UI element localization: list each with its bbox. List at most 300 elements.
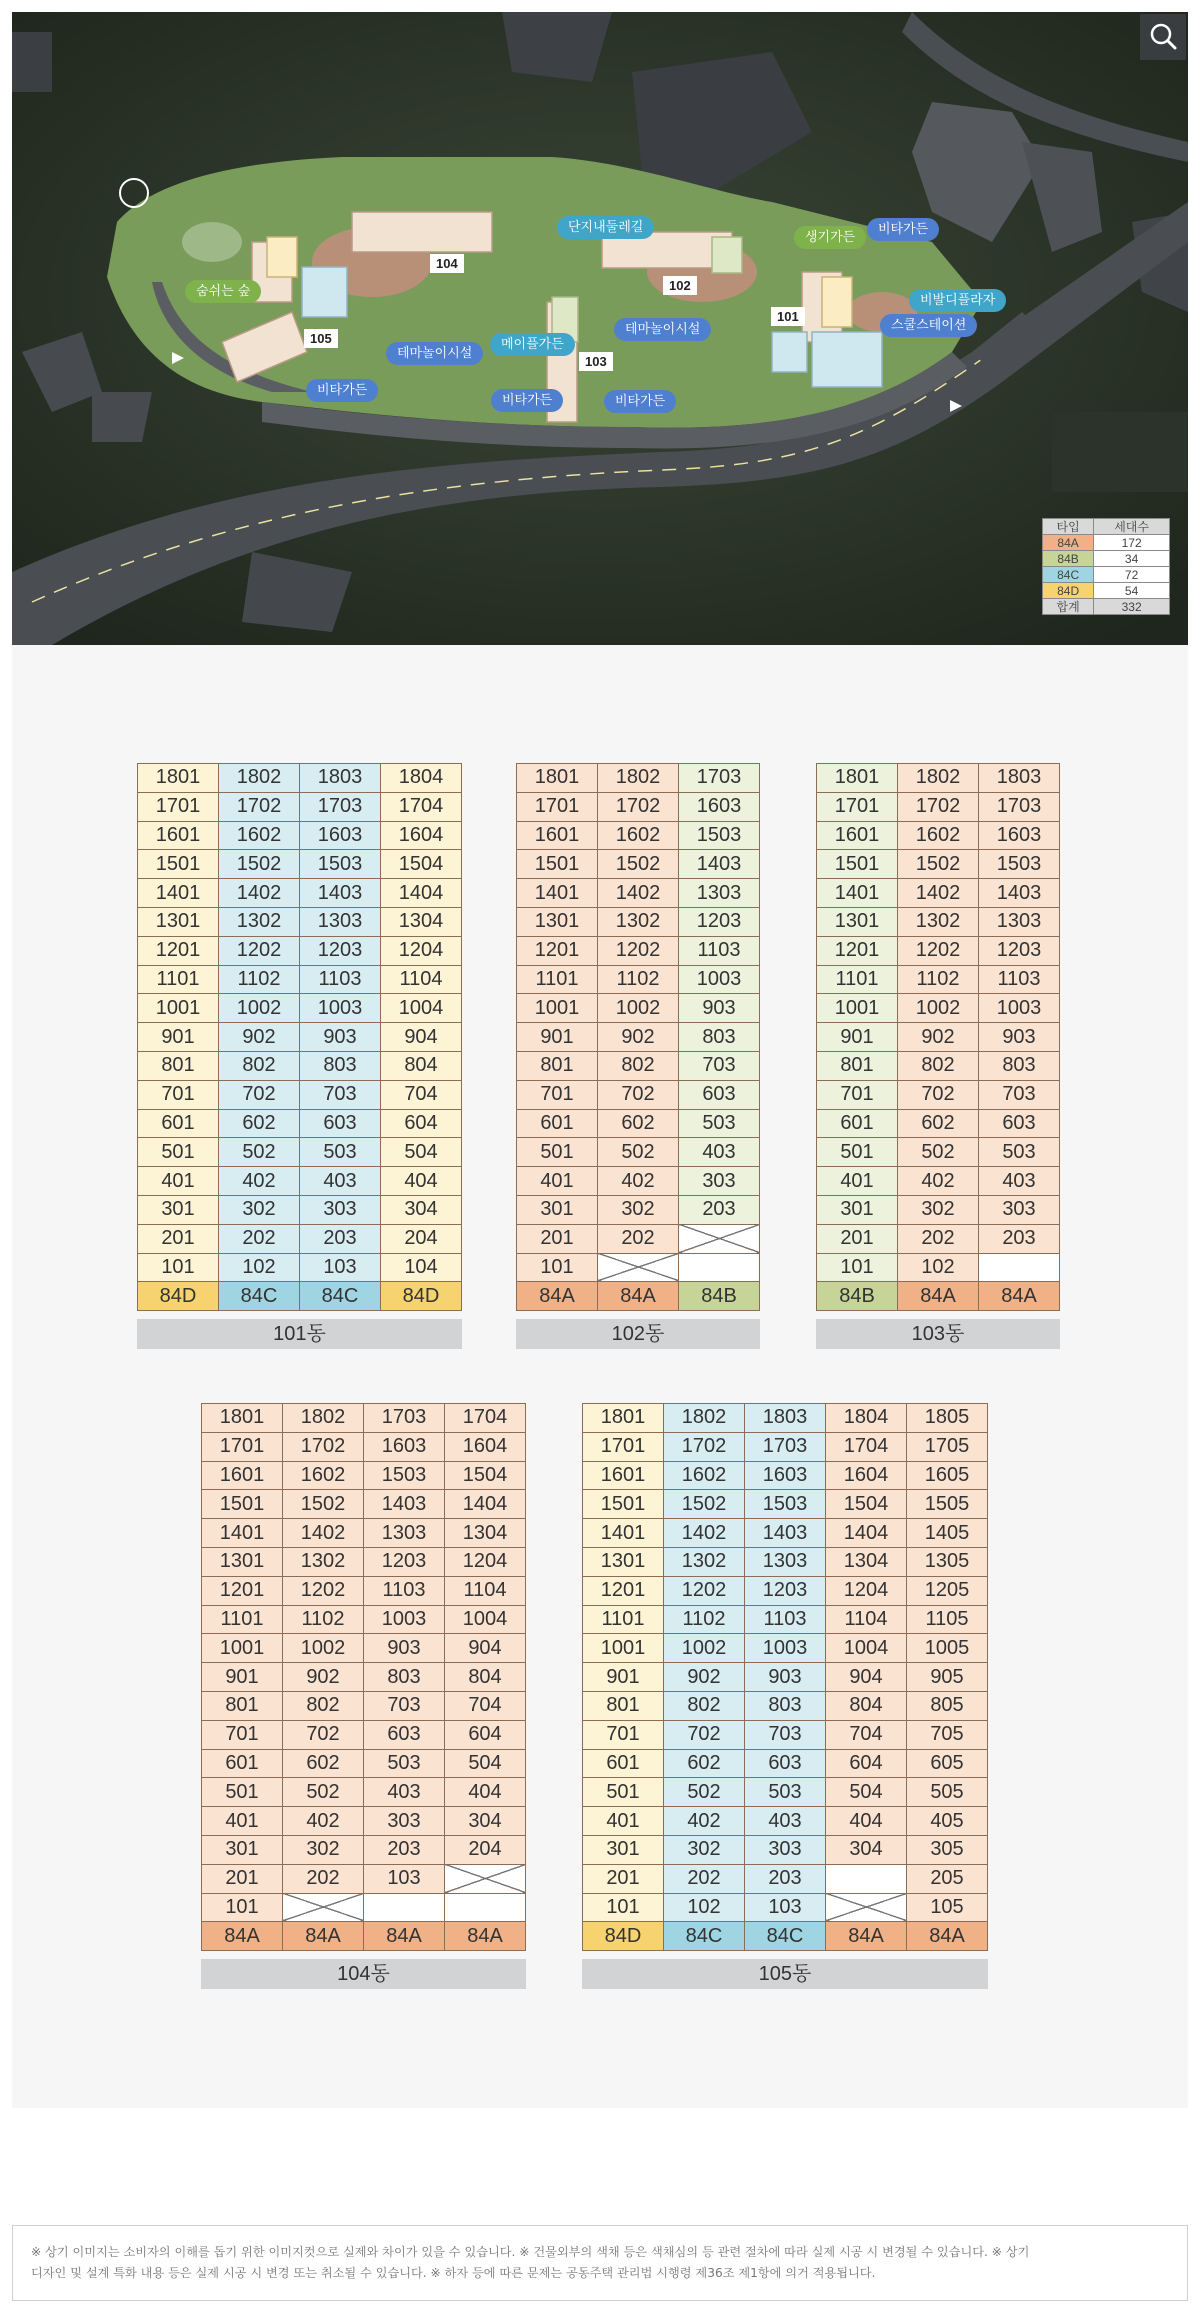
unit-cell: 102 — [664, 1893, 745, 1922]
unit-cell: 1202 — [283, 1576, 364, 1605]
unit-type-cell: 84C — [745, 1922, 826, 1951]
unit-cell: 1501 — [583, 1490, 664, 1519]
legend-type-84c: 84C — [1043, 567, 1094, 583]
unit-cell: 804 — [381, 1051, 462, 1080]
unit-cell: 1104 — [445, 1576, 526, 1605]
floor-row — [817, 1080, 1060, 1109]
unit-cell: 1202 — [598, 936, 679, 965]
building-102-diagram — [516, 763, 760, 1349]
floor-row — [817, 1224, 1060, 1253]
unit-diagram-section — [12, 645, 1188, 2108]
unit-cell: 703 — [679, 1051, 760, 1080]
unit-cell: 1701 — [583, 1432, 664, 1461]
unit-cell: 1102 — [664, 1605, 745, 1634]
unit-cell: 601 — [202, 1749, 283, 1778]
unit-cell: 403 — [364, 1778, 445, 1807]
building-105-diagram — [582, 1403, 988, 1989]
unit-cell: 1301 — [517, 907, 598, 936]
unit-cell: 101 — [202, 1893, 283, 1922]
unit-cell: 802 — [664, 1691, 745, 1720]
unit-cell: 1203 — [679, 907, 760, 936]
unit-cell: 302 — [898, 1195, 979, 1224]
unit-cell: 703 — [745, 1720, 826, 1749]
unit-cell: 202 — [898, 1224, 979, 1253]
unit-cell: 303 — [979, 1195, 1060, 1224]
unit-cell: 802 — [898, 1051, 979, 1080]
unit-cell: 503 — [979, 1138, 1060, 1167]
legend-type-84a: 84A — [1043, 535, 1094, 551]
unit-cell: 1504 — [826, 1490, 907, 1519]
unit-cell: 302 — [283, 1835, 364, 1864]
unit-cell: 201 — [583, 1864, 664, 1893]
floor-row — [517, 1138, 760, 1167]
unit-cell: 502 — [219, 1138, 300, 1167]
floor-row — [138, 850, 462, 879]
legend-total-count: 332 — [1094, 599, 1170, 615]
floor-row — [583, 1490, 988, 1519]
unit-cell: 204 — [381, 1224, 462, 1253]
unit-cell: 701 — [517, 1080, 598, 1109]
unit-cell: 603 — [679, 1080, 760, 1109]
unit-grid — [137, 763, 462, 1311]
unit-cell: 203 — [364, 1835, 445, 1864]
unit-cell: 1403 — [979, 879, 1060, 908]
floor-row — [138, 1109, 462, 1138]
unit-cell: 1704 — [381, 792, 462, 821]
floor-row — [202, 1893, 526, 1922]
unit-cell: 901 — [138, 1023, 219, 1052]
floor-row — [817, 1051, 1060, 1080]
unit-cell: 1001 — [202, 1634, 283, 1663]
unit-grid — [516, 763, 760, 1311]
unit-cell: 1001 — [817, 994, 898, 1023]
unit-cell: 804 — [826, 1691, 907, 1720]
unit-cell: 702 — [283, 1720, 364, 1749]
unit-type-cell: 84C — [219, 1282, 300, 1311]
unit-cell: 1201 — [517, 936, 598, 965]
unit-cell: 502 — [898, 1138, 979, 1167]
unit-cell: 603 — [300, 1109, 381, 1138]
unit-cell: 401 — [517, 1167, 598, 1196]
unit-cell: 203 — [679, 1195, 760, 1224]
unit-cell: 1405 — [907, 1519, 988, 1548]
unit-cell: 104 — [381, 1253, 462, 1282]
unit-cell: 1702 — [219, 792, 300, 821]
unit-cell: 101 — [817, 1253, 898, 1282]
floor-row — [817, 879, 1060, 908]
unit-cell: 1705 — [907, 1432, 988, 1461]
floor-row — [517, 907, 760, 936]
unit-cell: 1302 — [898, 907, 979, 936]
floor-row — [517, 1023, 760, 1052]
unit-cell: 1401 — [517, 879, 598, 908]
unit-cell: 401 — [138, 1167, 219, 1196]
legend-count-84b: 34 — [1094, 551, 1170, 567]
unit-cell: 603 — [745, 1749, 826, 1778]
floor-row — [517, 1109, 760, 1138]
unit-cell: 1603 — [679, 792, 760, 821]
unit-cell: 1604 — [381, 821, 462, 850]
floor-row — [138, 1051, 462, 1080]
unit-cell: 1703 — [979, 792, 1060, 821]
floor-row — [817, 965, 1060, 994]
unit-cell: 103 — [300, 1253, 381, 1282]
unit-cell: 1003 — [979, 994, 1060, 1023]
floor-row — [583, 1432, 988, 1461]
unit-cell: 1101 — [583, 1605, 664, 1634]
unit-cell: 304 — [445, 1807, 526, 1836]
unit-cell: 1004 — [445, 1605, 526, 1634]
unit-cell: 402 — [664, 1807, 745, 1836]
floor-row — [817, 994, 1060, 1023]
unit-type-cell: 84A — [517, 1282, 598, 1311]
unit-type-cell: 84A — [202, 1922, 283, 1951]
unit-cell: 1603 — [364, 1432, 445, 1461]
unit-type-legend — [1042, 518, 1170, 615]
unit-cell: 401 — [817, 1167, 898, 1196]
unit-cell: 701 — [138, 1080, 219, 1109]
unit-cell: 701 — [583, 1720, 664, 1749]
unit-cell: 1404 — [445, 1490, 526, 1519]
unit-cell: 1301 — [583, 1547, 664, 1576]
unit-cell: 1601 — [202, 1461, 283, 1490]
unit-cell: 1001 — [138, 994, 219, 1023]
unit-cell: 601 — [583, 1749, 664, 1778]
unit-cell: 1305 — [907, 1547, 988, 1576]
unit-cell: 1203 — [979, 936, 1060, 965]
unit-grid — [582, 1403, 988, 1951]
building-104-diagram — [201, 1403, 526, 1989]
unit-cell: 1805 — [907, 1404, 988, 1433]
unit-cell: 1801 — [202, 1404, 283, 1433]
unit-cell: 1301 — [817, 907, 898, 936]
unit-cell: 202 — [598, 1224, 679, 1253]
floor-row — [138, 764, 462, 793]
unit-cell: 1401 — [583, 1519, 664, 1548]
unit-cell: 1403 — [745, 1519, 826, 1548]
unit-cell: 403 — [745, 1807, 826, 1836]
unit-cell: 1703 — [679, 764, 760, 793]
legend-type-84b: 84B — [1043, 551, 1094, 567]
unit-cell: 1803 — [300, 764, 381, 793]
floor-row — [583, 1663, 988, 1692]
type-row — [202, 1922, 526, 1951]
zoom-button[interactable] — [1140, 14, 1186, 60]
unit-cell: 1001 — [583, 1634, 664, 1663]
no-unit-cell — [283, 1893, 364, 1922]
floor-row — [138, 936, 462, 965]
disclaimer-line-2: 디자인 및 설계 특화 내용 등은 실제 시공 시 변경 또는 취소될 수 있습니다. ※ 하자 등에 따른 문제는 공동주택 관리법 시행령 제36조 제1항에 의거 적용됩니다. — [31, 2266, 876, 2280]
floor-row — [202, 1720, 526, 1749]
unit-cell: 1804 — [826, 1404, 907, 1433]
empty-cell — [364, 1893, 445, 1922]
unit-cell: 1602 — [283, 1461, 364, 1490]
unit-grid — [816, 763, 1060, 1311]
unit-cell: 804 — [445, 1663, 526, 1692]
floor-row — [583, 1749, 988, 1778]
floor-row — [817, 1023, 1060, 1052]
floor-row — [138, 1224, 462, 1253]
building-102-marker: 102 — [663, 276, 697, 295]
unit-cell: 1501 — [817, 850, 898, 879]
unit-cell: 602 — [898, 1109, 979, 1138]
unit-cell: 1401 — [138, 879, 219, 908]
unit-type-cell: 84A — [979, 1282, 1060, 1311]
floor-row — [138, 994, 462, 1023]
floor-row — [138, 1138, 462, 1167]
floor-row — [583, 1519, 988, 1548]
unit-cell: 1505 — [907, 1490, 988, 1519]
unit-cell: 1302 — [219, 907, 300, 936]
unit-type-cell: 84B — [817, 1282, 898, 1311]
floor-row — [817, 907, 1060, 936]
unit-cell: 1801 — [517, 764, 598, 793]
unit-cell: 802 — [283, 1691, 364, 1720]
unit-cell: 1004 — [826, 1634, 907, 1663]
unit-cell: 903 — [679, 994, 760, 1023]
label-theme-left: 테마놀이시설 — [386, 342, 483, 365]
unit-cell: 701 — [202, 1720, 283, 1749]
label-vita-right: 비타가든 — [867, 218, 939, 241]
unit-type-cell: 84D — [583, 1922, 664, 1951]
unit-cell: 301 — [138, 1195, 219, 1224]
floor-row — [583, 1634, 988, 1663]
floor-row — [517, 1195, 760, 1224]
unit-cell: 1801 — [138, 764, 219, 793]
unit-type-cell: 84A — [826, 1922, 907, 1951]
floor-row — [817, 764, 1060, 793]
unit-cell: 1402 — [219, 879, 300, 908]
unit-cell: 1404 — [381, 879, 462, 908]
unit-cell: 704 — [381, 1080, 462, 1109]
floor-row — [817, 1195, 1060, 1224]
unit-cell: 1802 — [598, 764, 679, 793]
unit-cell: 1202 — [219, 936, 300, 965]
no-unit-cell — [445, 1864, 526, 1893]
unit-cell: 801 — [138, 1051, 219, 1080]
building-name-label: 105동 — [582, 1959, 988, 1989]
unit-cell: 1503 — [300, 850, 381, 879]
unit-cell: 203 — [979, 1224, 1060, 1253]
floor-row — [138, 1023, 462, 1052]
unit-cell: 404 — [445, 1778, 526, 1807]
building-103-marker: 103 — [579, 352, 613, 371]
unit-cell: 1502 — [898, 850, 979, 879]
unit-cell: 501 — [202, 1778, 283, 1807]
label-vita-left: 비타가든 — [306, 379, 378, 402]
floor-row — [202, 1807, 526, 1836]
unit-type-cell: 84B — [679, 1282, 760, 1311]
unit-cell: 102 — [898, 1253, 979, 1282]
unit-cell: 1402 — [664, 1519, 745, 1548]
floor-row — [817, 850, 1060, 879]
unit-cell: 1102 — [219, 965, 300, 994]
unit-cell: 302 — [664, 1835, 745, 1864]
unit-cell: 504 — [381, 1138, 462, 1167]
floor-row — [517, 936, 760, 965]
unit-cell: 1402 — [283, 1519, 364, 1548]
unit-cell: 501 — [817, 1138, 898, 1167]
unit-cell: 701 — [817, 1080, 898, 1109]
unit-cell: 1703 — [745, 1432, 826, 1461]
unit-cell: 1101 — [817, 965, 898, 994]
unit-cell: 1503 — [979, 850, 1060, 879]
floor-row — [202, 1404, 526, 1433]
unit-cell: 1502 — [664, 1490, 745, 1519]
unit-cell: 702 — [898, 1080, 979, 1109]
unit-cell: 703 — [979, 1080, 1060, 1109]
unit-type-cell: 84A — [907, 1922, 988, 1951]
legend-total-label: 합계 — [1043, 599, 1094, 615]
floor-row — [202, 1490, 526, 1519]
floor-row — [202, 1576, 526, 1605]
unit-cell: 802 — [219, 1051, 300, 1080]
site-map — [12, 12, 1188, 645]
unit-cell: 1203 — [364, 1547, 445, 1576]
unit-cell: 1704 — [826, 1432, 907, 1461]
unit-cell: 803 — [679, 1023, 760, 1052]
unit-cell: 203 — [745, 1864, 826, 1893]
disclaimer-line-1: ※ 상기 이미지는 소비자의 이해를 돕기 위한 이미지컷으로 실제와 차이가 있을 수 있습니다. ※ 건물외부의 색채 등은 색채심의 등 관련 절차에 따라 실제 시공 시 변경될 수 있습니다. ※ 상기 — [31, 2245, 1030, 2259]
floor-row — [583, 1461, 988, 1490]
unit-cell: 401 — [202, 1807, 283, 1836]
unit-cell: 1103 — [979, 965, 1060, 994]
unit-cell: 101 — [583, 1893, 664, 1922]
unit-cell: 1002 — [219, 994, 300, 1023]
unit-cell: 103 — [364, 1864, 445, 1893]
unit-cell: 1701 — [817, 792, 898, 821]
unit-cell: 1304 — [826, 1547, 907, 1576]
floor-row — [583, 1835, 988, 1864]
unit-cell: 1003 — [745, 1634, 826, 1663]
unit-cell: 702 — [219, 1080, 300, 1109]
floor-row — [583, 1864, 988, 1893]
unit-cell: 801 — [202, 1691, 283, 1720]
unit-type-cell: 84A — [445, 1922, 526, 1951]
unit-cell: 1202 — [664, 1576, 745, 1605]
floor-row — [138, 879, 462, 908]
unit-cell: 601 — [138, 1109, 219, 1138]
unit-cell: 502 — [664, 1778, 745, 1807]
unit-cell: 1702 — [664, 1432, 745, 1461]
unit-cell: 1401 — [817, 879, 898, 908]
unit-type-cell: 84D — [138, 1282, 219, 1311]
unit-cell: 905 — [907, 1663, 988, 1692]
unit-cell: 1604 — [445, 1432, 526, 1461]
floor-row — [202, 1605, 526, 1634]
unit-cell: 401 — [583, 1807, 664, 1836]
unit-cell: 1601 — [517, 821, 598, 850]
unit-cell: 504 — [445, 1749, 526, 1778]
unit-cell: 1303 — [745, 1547, 826, 1576]
type-row — [817, 1282, 1060, 1311]
building-101-marker: 101 — [771, 307, 805, 326]
type-row — [138, 1282, 462, 1311]
unit-cell: 1101 — [517, 965, 598, 994]
unit-cell: 305 — [907, 1835, 988, 1864]
floor-row — [583, 1893, 988, 1922]
unit-cell: 403 — [679, 1138, 760, 1167]
unit-cell: 103 — [745, 1893, 826, 1922]
unit-type-cell: 84D — [381, 1282, 462, 1311]
unit-type-cell: 84A — [364, 1922, 445, 1951]
building-name-label: 101동 — [137, 1319, 462, 1349]
unit-cell: 1801 — [817, 764, 898, 793]
floor-row — [583, 1778, 988, 1807]
type-row — [517, 1282, 760, 1311]
unit-cell: 1605 — [907, 1461, 988, 1490]
unit-cell: 1602 — [598, 821, 679, 850]
label-maple: 메이플가든 — [490, 333, 575, 356]
empty-cell — [826, 1864, 907, 1893]
unit-cell: 904 — [826, 1663, 907, 1692]
floor-row — [517, 792, 760, 821]
floor-row — [138, 1080, 462, 1109]
unit-cell: 202 — [664, 1864, 745, 1893]
unit-cell: 1601 — [138, 821, 219, 850]
label-theme-mid: 테마놀이시설 — [614, 318, 711, 341]
unit-type-cell: 84C — [664, 1922, 745, 1951]
unit-cell: 503 — [300, 1138, 381, 1167]
unit-cell: 1502 — [598, 850, 679, 879]
unit-cell: 1001 — [517, 994, 598, 1023]
unit-cell: 902 — [219, 1023, 300, 1052]
unit-cell: 205 — [907, 1864, 988, 1893]
unit-cell: 1603 — [979, 821, 1060, 850]
label-vita-mid: 비타가든 — [491, 389, 563, 412]
unit-cell: 604 — [381, 1109, 462, 1138]
unit-cell: 1002 — [664, 1634, 745, 1663]
unit-cell: 901 — [817, 1023, 898, 1052]
unit-cell: 705 — [907, 1720, 988, 1749]
unit-cell: 1804 — [381, 764, 462, 793]
unit-cell: 301 — [202, 1835, 283, 1864]
unit-cell: 1203 — [745, 1576, 826, 1605]
unit-cell: 101 — [138, 1253, 219, 1282]
unit-cell: 201 — [517, 1224, 598, 1253]
unit-cell: 1004 — [381, 994, 462, 1023]
floor-row — [583, 1576, 988, 1605]
unit-cell: 703 — [364, 1691, 445, 1720]
floor-row — [202, 1547, 526, 1576]
label-school: 스쿨스테이션 — [880, 314, 977, 337]
unit-cell: 202 — [219, 1224, 300, 1253]
no-unit-cell — [679, 1224, 760, 1253]
unit-cell: 1704 — [445, 1404, 526, 1433]
floor-row — [817, 1167, 1060, 1196]
unit-cell: 1504 — [381, 850, 462, 879]
unit-cell: 903 — [300, 1023, 381, 1052]
building-104-marker: 104 — [430, 254, 464, 273]
unit-cell: 1402 — [898, 879, 979, 908]
unit-cell: 201 — [202, 1864, 283, 1893]
floor-row — [202, 1663, 526, 1692]
floor-row — [817, 1253, 1060, 1282]
unit-cell: 1403 — [300, 879, 381, 908]
unit-cell: 801 — [517, 1051, 598, 1080]
unit-cell: 1403 — [364, 1490, 445, 1519]
label-bibal: 비발디플라자 — [909, 289, 1006, 312]
unit-type-cell: 84C — [300, 1282, 381, 1311]
floor-row — [517, 879, 760, 908]
floor-row — [138, 821, 462, 850]
floor-row — [583, 1720, 988, 1749]
unit-cell: 303 — [364, 1807, 445, 1836]
unit-cell: 404 — [381, 1167, 462, 1196]
unit-cell: 805 — [907, 1691, 988, 1720]
unit-cell: 1303 — [300, 907, 381, 936]
unit-cell: 1204 — [381, 936, 462, 965]
